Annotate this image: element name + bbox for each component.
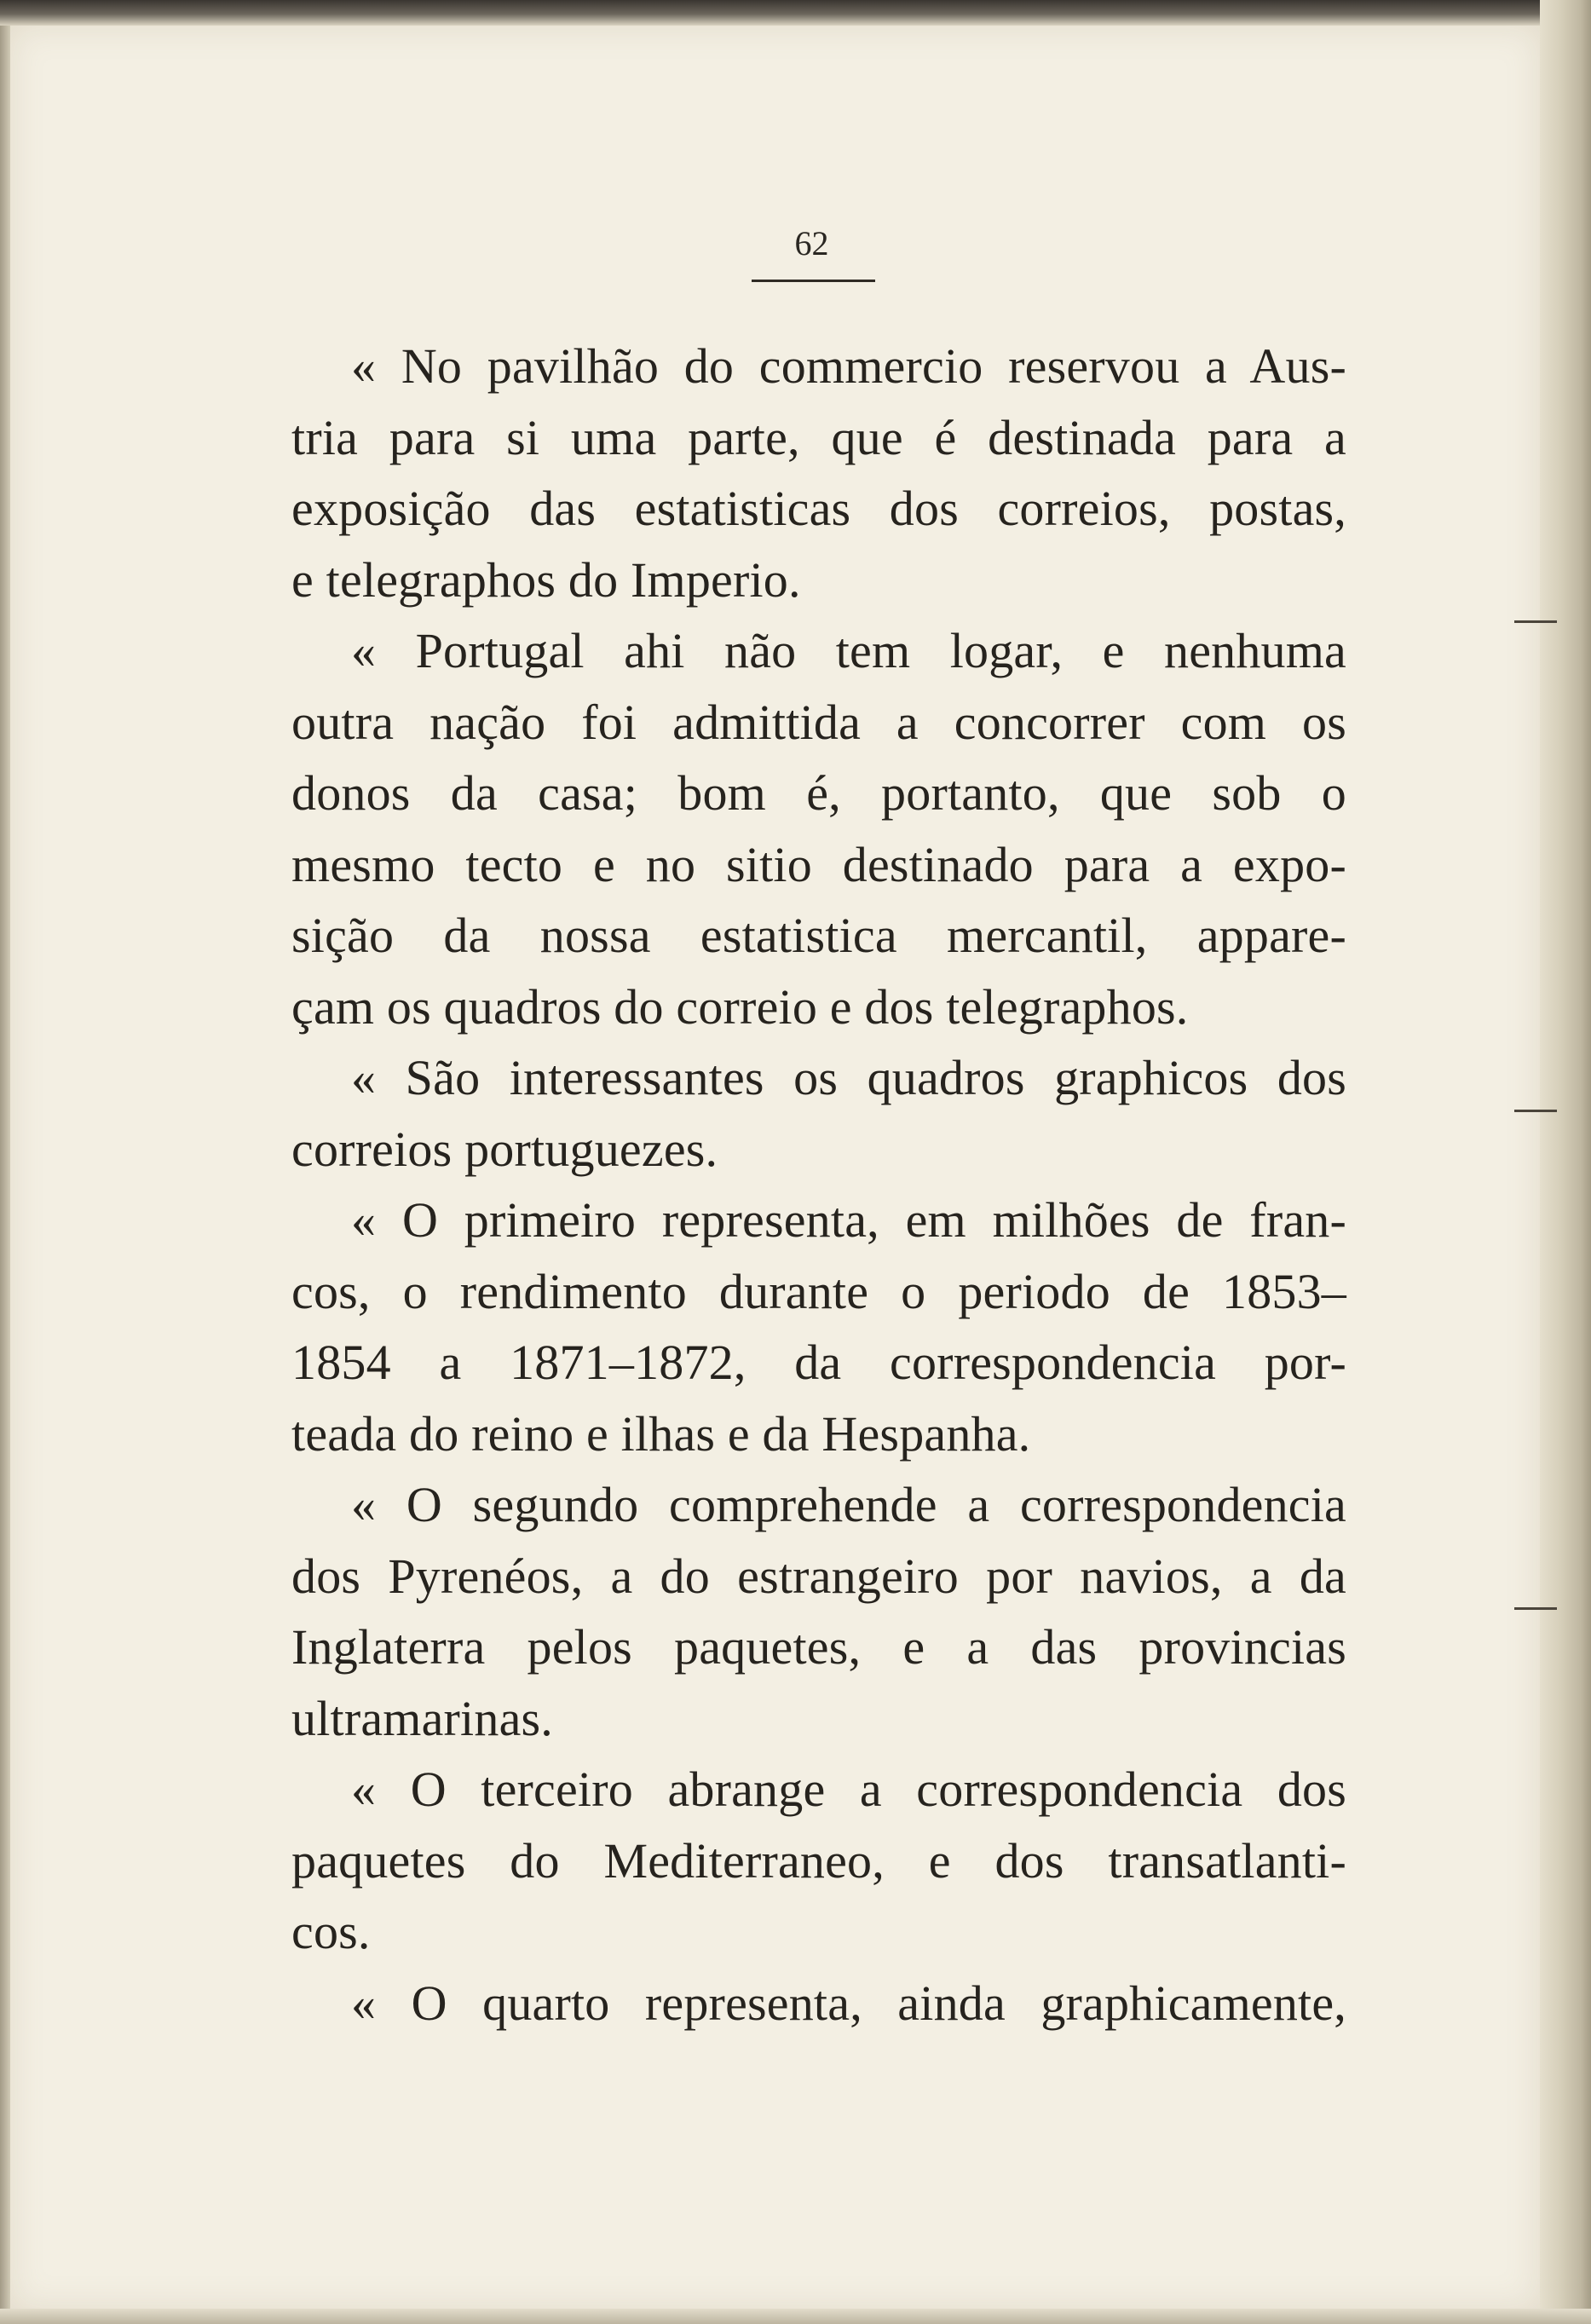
text-line: « O segundo comprehende a correspondencia [351,1477,1346,1532]
bottom-page-edge [0,2309,1591,2324]
text-line: cos, o rendimento durante o periodo de 1853– [291,1263,1346,1319]
text-line: paquetes do Mediterraneo, e dos transatlanti- [291,1832,1346,1889]
text-line: tria para si uma parte, que é destinada para a [291,409,1346,465]
text-line: « O primeiro representa, em milhões de fran- [351,1192,1346,1248]
text-line: ultramarinas. [291,1690,553,1746]
text-line: donos da casa; bom é, portanto, que sob o [291,765,1346,821]
edge-mark [1514,1110,1557,1112]
text-line: exposição das estatisticas dos correios, postas, [291,481,1346,536]
right-page-edge [1540,0,1591,2324]
text-line: « O terceiro abrange a correspondencia dos [351,1762,1346,1817]
text-line: « O quarto representa, ainda graphicamente, [351,1975,1346,2031]
text-line: 1854 a 1871–1872, da correspondencia por- [291,1335,1346,1390]
page-number: 62 [794,224,829,262]
text-line: cos. [291,1904,371,1959]
text-line: mesmo tecto e no sitio destinado para a expo- [291,836,1346,892]
edge-mark [1514,620,1557,623]
body-text [291,331,1346,2039]
text-line: « No pavilhão do commercio reservou a Aus- [351,338,1346,394]
top-page-edge [0,0,1591,26]
text-line: Inglaterra pelos paquetes, e a das provincias [291,1619,1346,1675]
text-line: « Portugal ahi não tem logar, e nenhuma [351,623,1346,678]
text-line: sição da nossa estatistica mercantil, appare- [291,908,1346,963]
text-line: outra nação foi admittida a concorrer com os [291,694,1346,750]
text-line: « São interessantes os quadros graphicos dos [351,1050,1346,1105]
text-line: dos Pyrenéos, a do estrangeiro por navios, a da [291,1548,1346,1604]
text-line: correios portuguezes. [291,1121,718,1177]
text-line: teada do reino e ilhas e da Hespanha. [291,1405,1031,1462]
edge-mark [1514,1607,1557,1610]
text-line: çam os quadros do correio e dos telegraphos. [291,978,1189,1035]
page-number-rule [752,280,875,282]
text-line: e telegraphos do Imperio. [291,551,801,608]
